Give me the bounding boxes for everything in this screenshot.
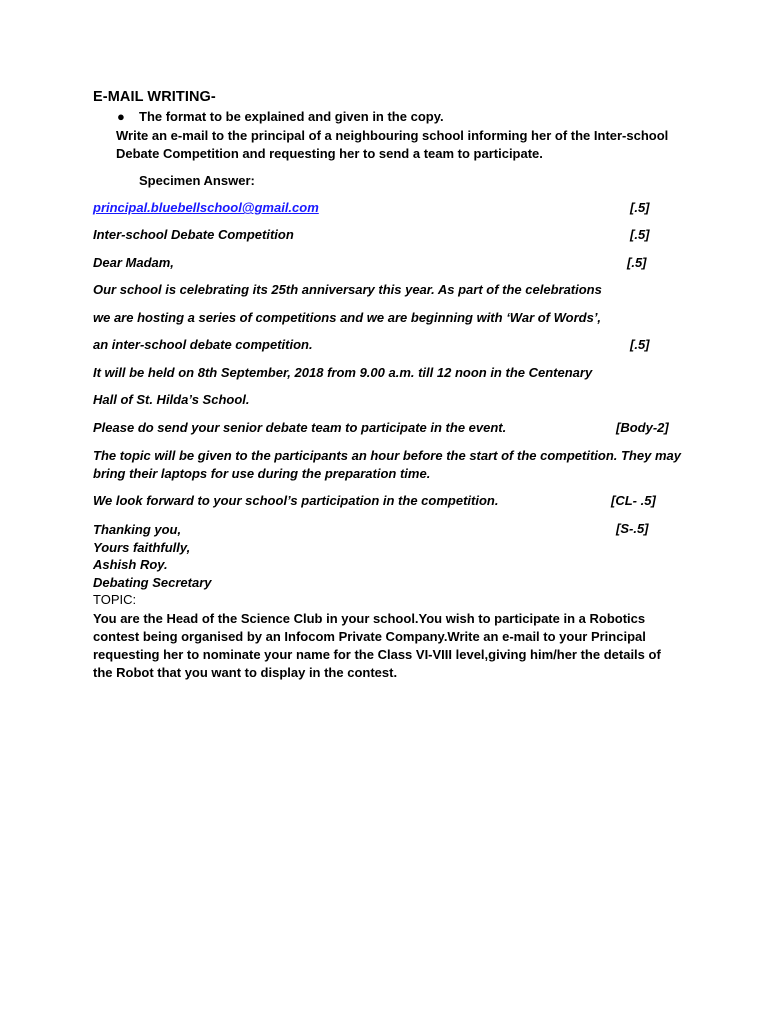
marks-email: [.5]	[630, 200, 650, 215]
yours-faithfully-line: Yours faithfully,	[93, 539, 191, 555]
marks-intro: [.5]	[630, 337, 650, 352]
instruction-bullet	[117, 109, 444, 124]
email-address-link[interactable]: principal.bluebellschool@gmail.com	[93, 200, 319, 215]
marks-body: [Body-2]	[616, 420, 669, 435]
details-line-2: Hall of St. Hilda’s School.	[93, 392, 250, 407]
salutation: Dear Madam,	[93, 255, 174, 270]
marks-signature: [S-.5]	[616, 521, 649, 536]
look-forward-line: We look forward to your school’s participation in the competition.	[93, 493, 499, 508]
topic-question: You are the Head of the Science Club in your school.You wish to participate in a Robotics contest being organised by an Infocom Private Company.Write an e-mail to your Principal requesting her to nominate your name for the Class VI-VIII level,giving him/her the details of the Robot that you want to display in the contest.	[93, 611, 661, 680]
signature-block	[93, 521, 212, 591]
request-line: Please do send your senior debate team to participate in the event.	[93, 420, 507, 435]
intro-line-1: Our school is celebrating its 25th anniversary this year. As part of the celebrations	[93, 282, 602, 297]
intro-line-3: an inter-school debate competition.	[93, 337, 313, 352]
intro-line-2: we are hosting a series of competitions and we are beginning with ‘War of Words’,	[93, 310, 602, 325]
subject-line: Inter-school Debate Competition	[93, 227, 294, 242]
sender-designation: Debating Secretary	[93, 574, 212, 590]
sender-name: Ashish Roy.	[93, 557, 168, 572]
bullet-icon: ●	[117, 109, 125, 124]
bullet-text: The format to be explained and given in the copy.	[139, 109, 444, 124]
topic-info-paragraph: The topic will be given to the participants an hour before the start of the competition. They may bring their laptops for use during the preparation time.	[93, 448, 681, 481]
page-title: E-MAIL WRITING-	[93, 89, 216, 105]
marks-salutation: [.5]	[627, 255, 647, 270]
topic-label: TOPIC:	[93, 592, 137, 607]
thanking-line: Thanking you,	[93, 522, 182, 537]
email-to-line	[93, 200, 319, 215]
question-prompt: Write an e-mail to the principal of a neighbouring school informing her of the Inter-school Debate Competition and requesting her to send a team to participate.	[116, 128, 669, 161]
marks-subject: [.5]	[630, 227, 650, 242]
marks-closing: [CL- .5]	[611, 493, 656, 508]
specimen-label: Specimen Answer:	[139, 173, 255, 188]
details-line-1: It will be held on 8th September, 2018 from 9.00 a.m. till 12 noon in the Centenary	[93, 365, 593, 380]
